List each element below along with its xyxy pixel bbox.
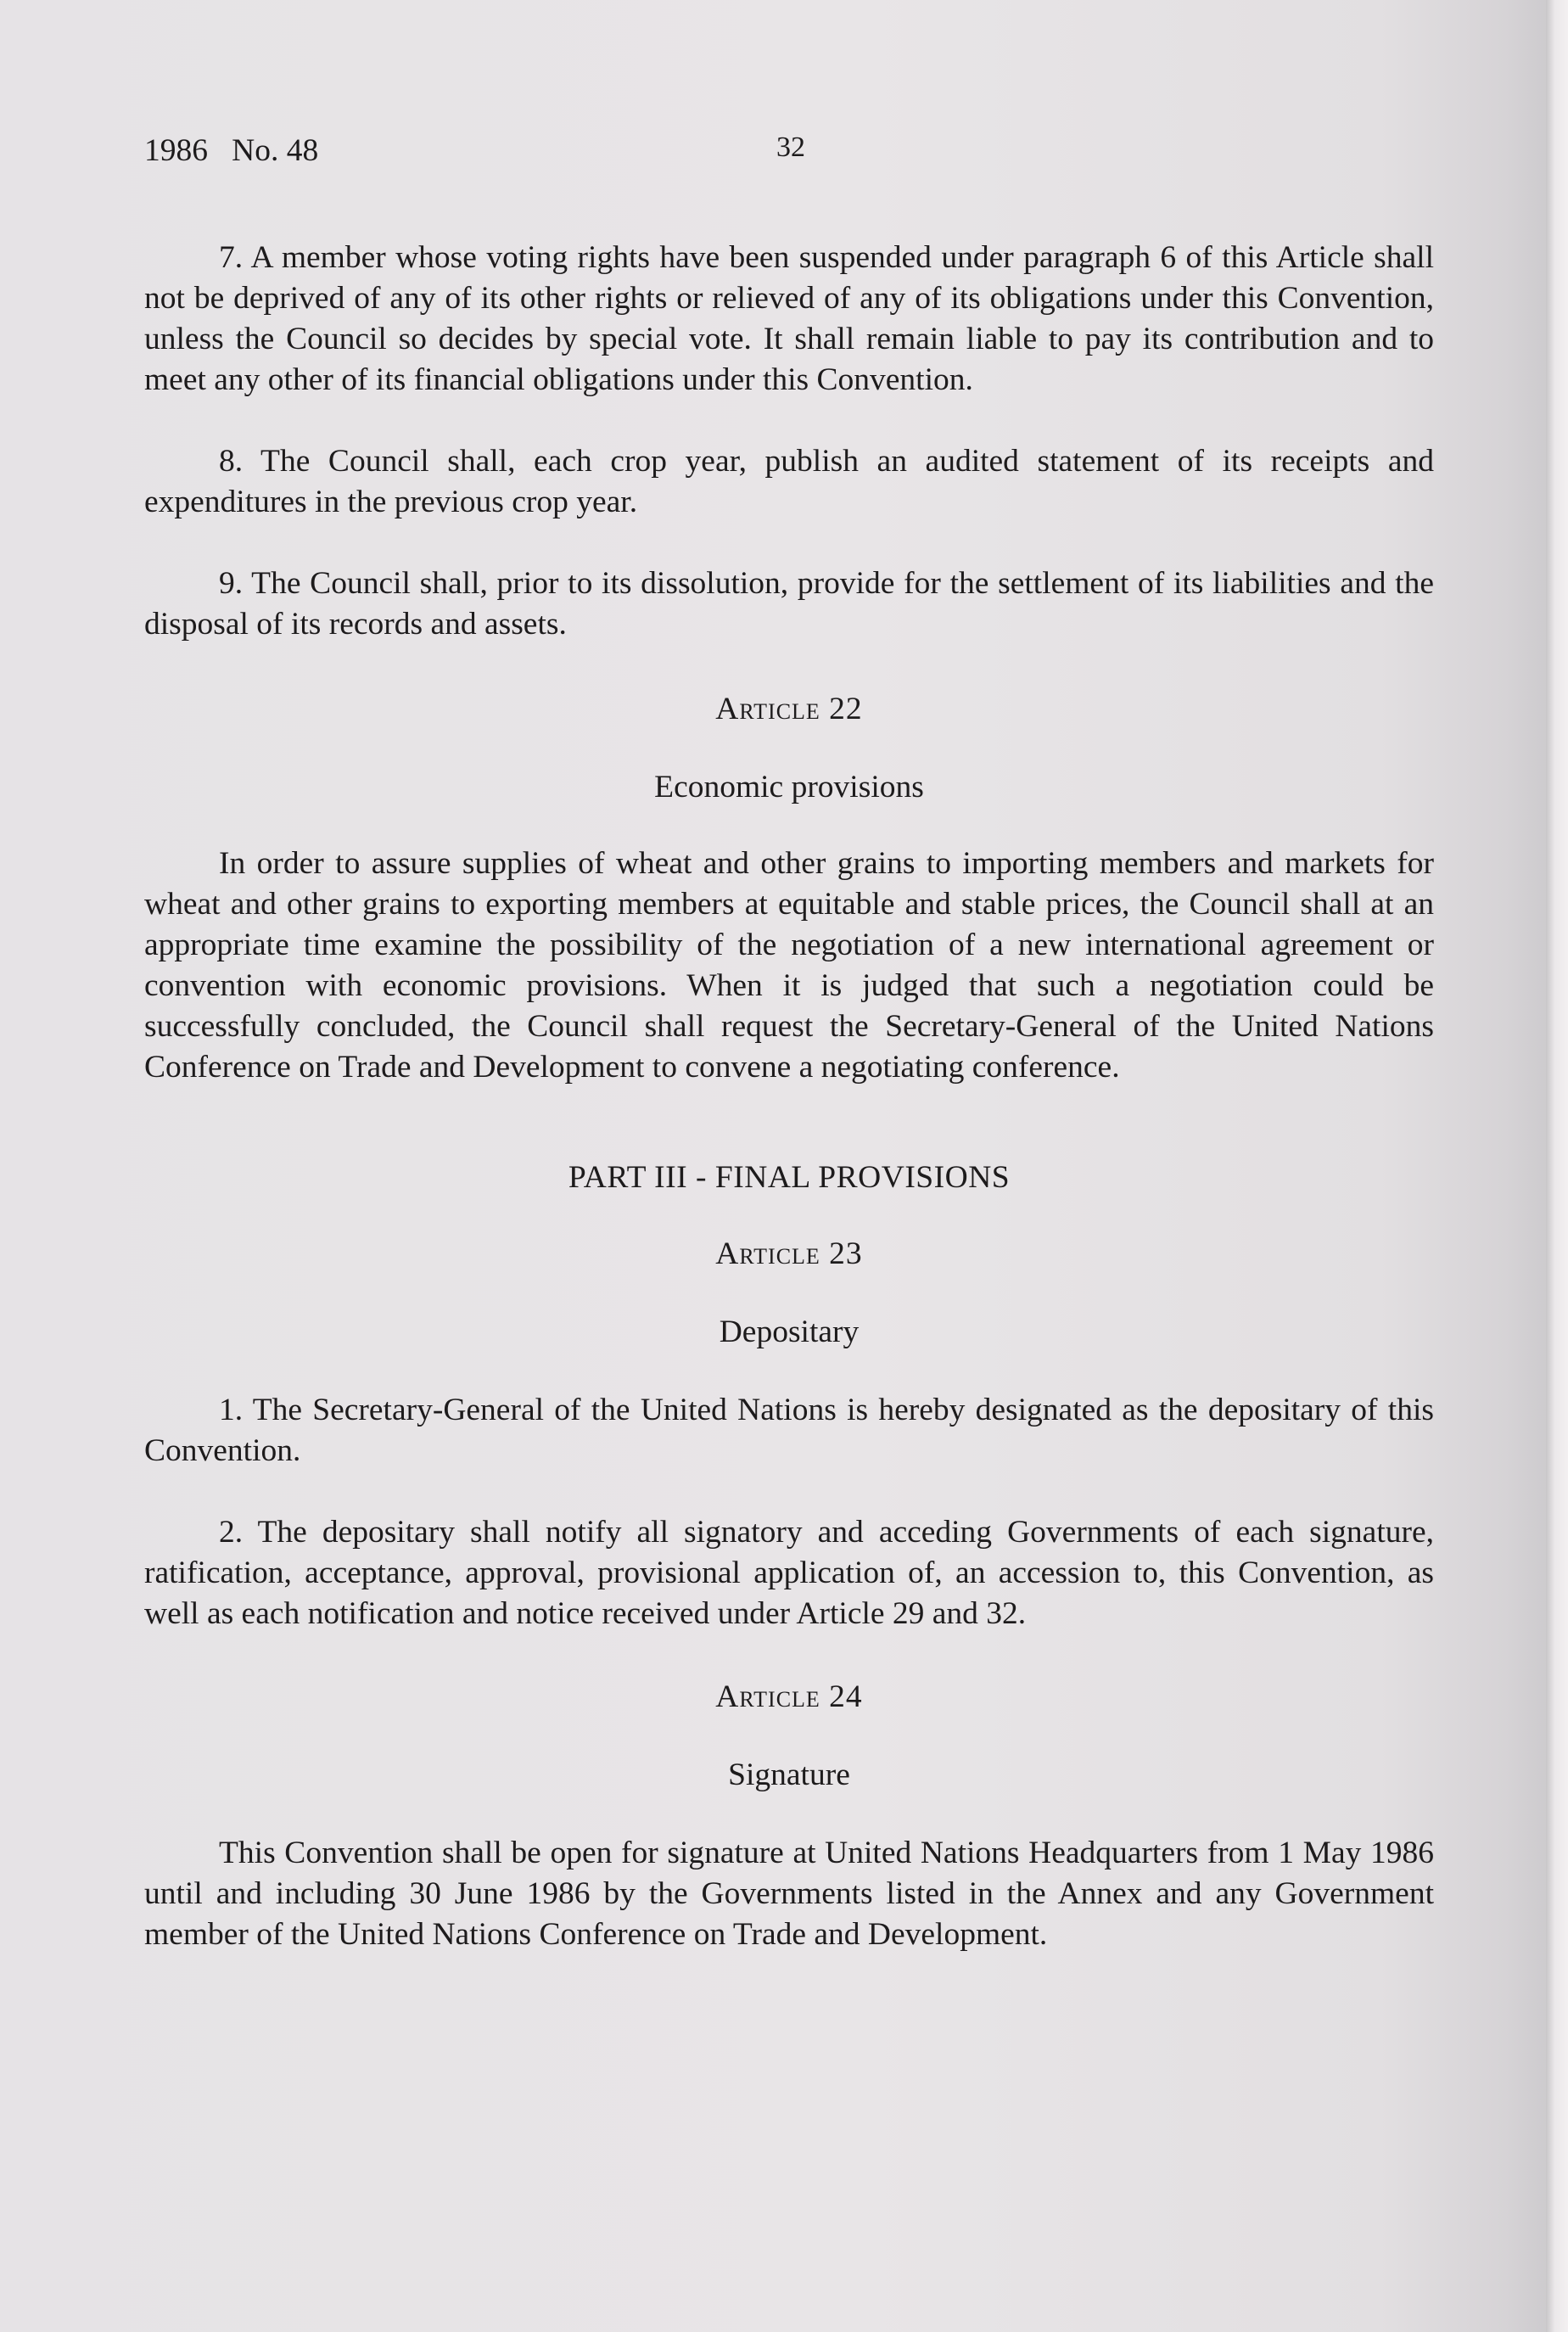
page-number: 32 bbox=[776, 132, 805, 163]
running-header bbox=[144, 127, 1434, 178]
header-year-number: 1986 No. 48 bbox=[144, 133, 319, 168]
part-3-heading: PART III - FINAL PROVISIONS bbox=[568, 1160, 1011, 1195]
article-23-heading: Article 23 bbox=[715, 1236, 863, 1271]
article-24-subheading: Signature bbox=[728, 1757, 850, 1792]
article-22-subheading: Economic provisions bbox=[654, 770, 924, 804]
article-22-heading: Article 22 bbox=[715, 692, 863, 726]
paragraph-7: 7. A member whose voting rights have been suspended under paragraph 6 of this Article shall not be deprived of any of its other rights or relieved of any of its obligations under this Convention, unless the Council so decides by special vote. It shall remain liable to pay its contribution and to meet any other of its financial obligations under this Convention. bbox=[144, 240, 1434, 397]
paragraph-9: 9. The Council shall, prior to its dissolution, provide for the settlement of its liabilities and the disposal of its records and assets. bbox=[144, 566, 1434, 642]
article-23-paragraph-2: 2. The depositary shall notify all signatory and acceding Governments of each signature, ratification, acceptance, approval, provisional application of, an accession to, this Convention, as well as each notification and notice received under Article 29 and 32. bbox=[144, 1515, 1434, 1631]
article-23-subheading: Depositary bbox=[719, 1315, 860, 1349]
paragraph-8: 8. The Council shall, each crop year, publish an audited statement of its receipts and expenditures in the previous crop year. bbox=[144, 444, 1434, 519]
article-24-heading: Article 24 bbox=[715, 1679, 863, 1714]
article-22-body: In order to assure supplies of wheat and other grains to importing members and markets for wheat and other grains to exporting members at equitable and stable prices, the Council shall at an appropriate time examine the possibility of the negotiation of a new international agreement or convention with economic provisions. When it is judged that such a negotiation could be successfully concluded, the Council shall request the Secretary-General of the United Nations Conference on Trade and Development to convene a negotiating conference. bbox=[144, 846, 1434, 1085]
article-23-paragraph-1: 1. The Secretary-General of the United Nations is hereby designated as the depositary of this Convention. bbox=[144, 1393, 1434, 1468]
document-body bbox=[144, 127, 1434, 1955]
page-edge bbox=[1546, 0, 1568, 2332]
article-24-body: This Convention shall be open for signature at United Nations Headquarters from 1 May 1986 until and including 30 June 1986 by the Governments listed in the Annex and any Government member of the United Nations Conference on Trade and Development. bbox=[144, 1836, 1434, 1952]
